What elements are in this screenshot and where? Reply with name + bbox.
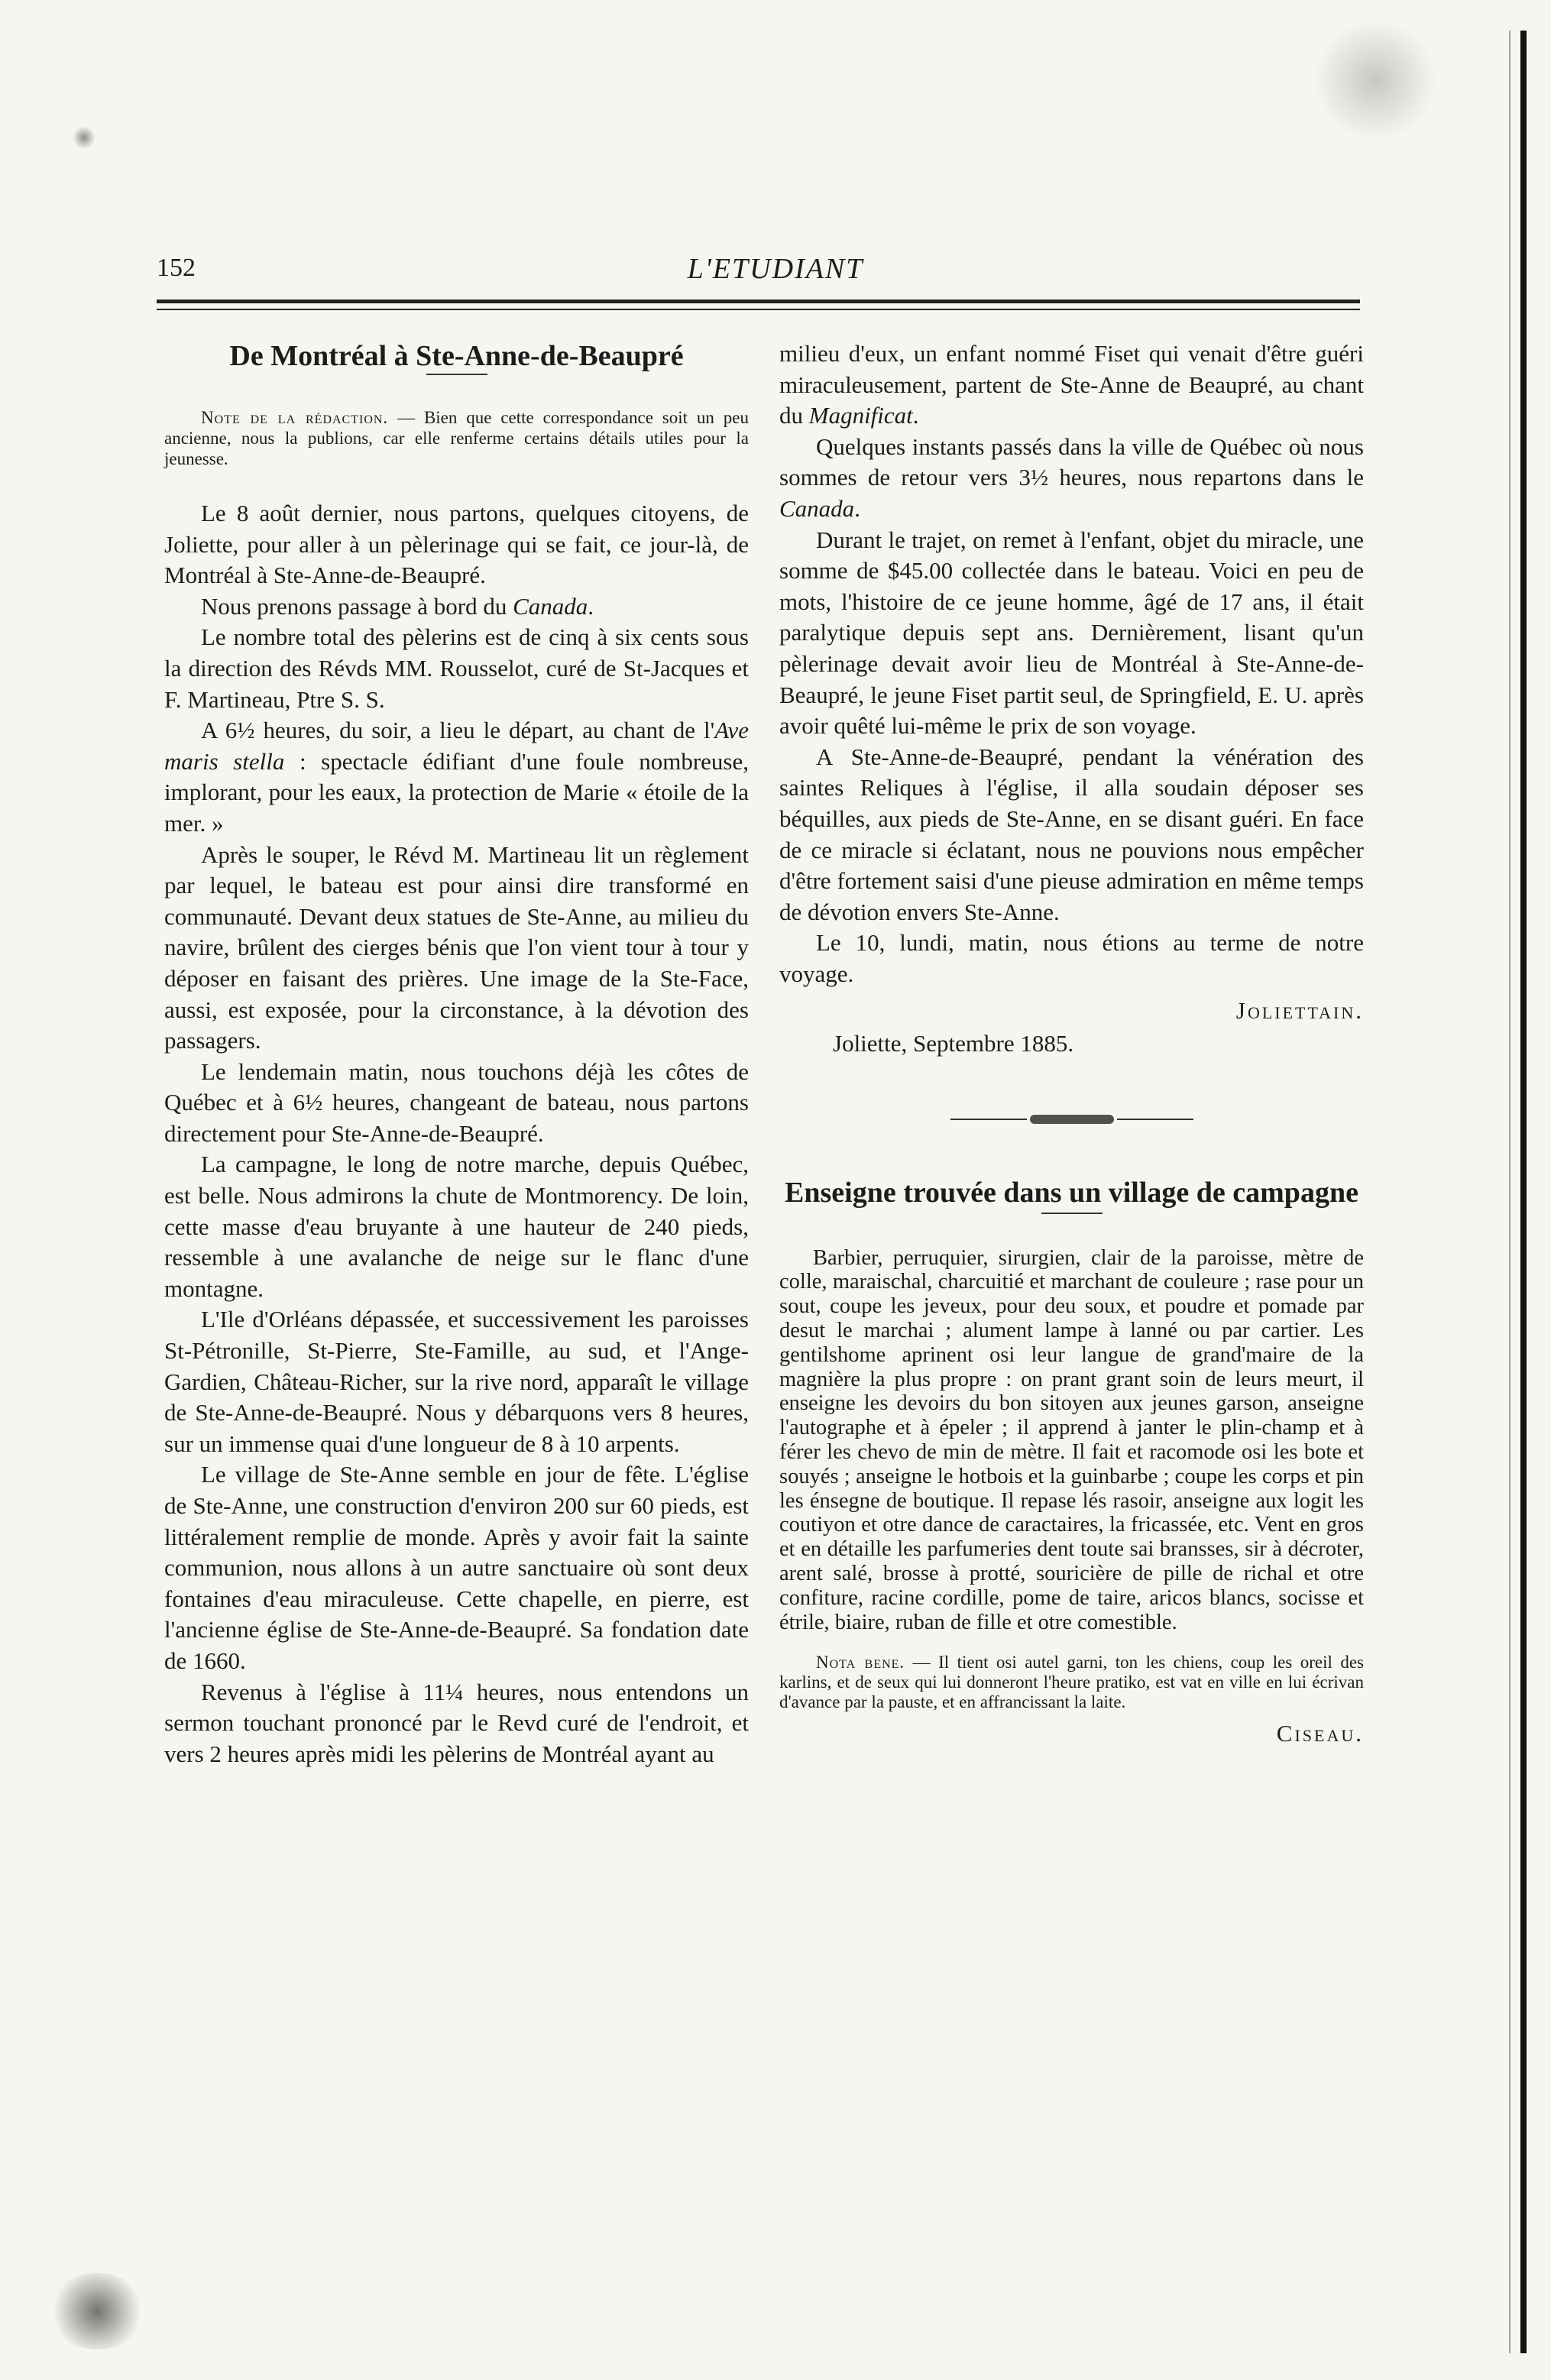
signature: Ciseau. xyxy=(1276,1720,1364,1747)
paragraph: Le nombre total des pèlerins est de cinq à six cents sous la direction des Révds MM. Rousselot, curé de St-Jacques et F. Martineau, Ptre S. S. xyxy=(164,623,749,713)
binding-edge-shadow xyxy=(1509,31,1511,2353)
editor-note xyxy=(164,407,749,469)
note-label: Note de la rédaction. xyxy=(201,408,389,427)
nota-bene xyxy=(779,1653,1364,1712)
paragraph: A Ste-Anne-de-Beaupré, pendant la vénération des saintes Reliques à l'église, il alla soudain déposer ses béquilles, aux pieds de Ste-Anne, en se disant guéri. En face de ce miracle si éclatant, nous ne pouvions nous empêcher d'être fortement saisi d'une pieuse admiration en même temps de dévotion envers Ste-Anne. xyxy=(779,743,1364,925)
ink-smudge xyxy=(73,126,96,149)
paragraph: Barbier, perruquier, sirurgien, clair de la paroisse, mètre de colle, maraischal, charcuitié et marchant de couleure ; rase pour un sout, coupe les jeveux, pour deu soux, et poudre et pomade par desut le marchai ; alument lampe à lanné ou par cartier. Les gentilshome aprinent osi leur langue de grand'maire de la magnière la plus propre : on prant grant soin de leurs meurt, il enseigne les devoirs du bon sitoyen aux jeunes garson, anseigne l'autographe et à épeler ; il apprend à janter le plin-champ et à férer les chevo de min de mètre. Il fait et racomode osi les bote et souyés ; anseigne le hotbois et la guinbarbe ; coupe les corps et pin les énsegne de boutique. Il repase lés rasoir, anseigne aux logit les coutiyon et otre dance de caractaires, la fricassée, etc. Vent en gros et en détaille les parfumeries dent toute sai bransses, sir à décroter, arent salé, brosse à protté, souricière de pille de richal et otre confiture, racine cordille, pome de taire, aricos blancs, socisse et étrile, biaire, ruban de fille et otre comestible. xyxy=(779,1245,1364,1634)
paragraph: Le 8 août dernier, nous partons, quelques citoyens, de Joliette, pour aller à un pèlerinage qui se fait, ce jour-là, de Montréal à Ste-Anne-de-Beaupré. xyxy=(164,500,749,589)
hymn-name: Magnificat xyxy=(808,402,913,429)
ornament-flourish xyxy=(1030,1115,1114,1124)
ink-smudge xyxy=(47,2273,147,2349)
right-column xyxy=(779,338,1364,1750)
paragraph: La campagne, le long de notre marche, depuis Québec, est belle. Nous admirons la chute de Montmorency. De loin, cette masse d'eau bruyante à une hauteur de 240 pieds, ressemble à une avalanche de neige sur le flanc d'une montagne. xyxy=(164,1151,749,1302)
paragraph-continued xyxy=(779,338,1364,432)
text-run: Quelques instants passés dans la ville de Québec où nous sommes de retour vers 3½ heures, nous repartons dans le xyxy=(779,432,1364,491)
title-rule xyxy=(1041,1213,1103,1214)
note-text: — Bien que cette correspondance soit un peu ancienne, nous la publions, car elle renferme certains détails utiles pour la jeunesse. xyxy=(164,408,749,468)
dateline: Joliette, Septembre 1885. xyxy=(833,1030,1074,1057)
ornament-rule xyxy=(950,1119,1027,1120)
paragraph: Revenus à l'église à 11¼ heures, nous entendons un sermon touchant prononcé par le Revd curé de l'endroit, et vers 2 heures après midi les pèlerins de Montréal ayant au xyxy=(164,1678,749,1767)
ship-name: Canada xyxy=(779,494,855,522)
ship-name: Canada xyxy=(513,592,588,620)
left-column xyxy=(164,338,749,1770)
paragraph: Durant le trajet, on remet à l'enfant, objet du miracle, une somme de $45.00 collectée dans le bateau. Voici en peu de mots, l'histoire de ce jeune homme, âgé de 17 ans, il était paralytique depuis sept ans. Dernièrement, lisant qu'un pèlerinage devait avoir lieu de Montréal à Ste-Anne-de-Beaupré, le jeune Fiset partit seul, de Springfield, E. U. après avoir quêté lui-même le prix de son voyage. xyxy=(779,526,1364,740)
article-title: Enseigne trouvée dans un village de campagne xyxy=(785,1176,1358,1209)
ornament-rule xyxy=(1117,1119,1193,1120)
text-run: . xyxy=(854,494,860,522)
text-run: . xyxy=(912,402,919,429)
header-rule xyxy=(157,300,1360,303)
hymn-name: Ave maris stella xyxy=(164,717,749,775)
page-number: 152 xyxy=(157,254,196,282)
text-run: Nous prenons passage à bord du xyxy=(201,592,513,620)
note-label: Nota bene. xyxy=(816,1653,905,1672)
note-text: — Il tient osi autel garni, ton les chiens, coup les oreil des karlins, et de seux qui lui donneront l'heure pratiko, est vat en ville en lui écrivan d'avance par la pauste, et en affrancissant la laite. xyxy=(779,1653,1364,1712)
text-run: milieu d'eux, un enfant nommé Fiset qui venait d'être guéri miraculeusement, partent de Ste-Anne de Beaupré, au chant du xyxy=(779,340,1364,429)
text-run: A 6½ heures, du soir, a lieu le départ, au chant de l' xyxy=(201,717,715,744)
text-run: : spectacle édifiant d'une foule nombreuse, implorant, pour les eaux, la protection de Marie « étoile de la mer. » xyxy=(164,747,750,837)
paragraph xyxy=(164,591,749,623)
binding-edge xyxy=(1520,31,1527,2353)
paragraph: Le village de Ste-Anne semble en jour de fête. L'église de Ste-Anne, une construction d'environ 200 sur 60 pieds, est littéralement remplie de monde. Après y avoir fait la sainte communion, nous allons à un autre sanctuaire où sont deux fontaines d'eau miraculeuse. Cette chapelle, en pierre, est l'ancienne église de Ste-Anne-de-Beaupré. Sa fondation date de 1660. xyxy=(164,1461,749,1674)
title-rule xyxy=(426,374,487,375)
paragraph: Le 10, lundi, matin, nous étions au terme de notre voyage. xyxy=(779,929,1364,987)
ink-smudge xyxy=(1310,23,1440,138)
article-title: De Montréal à Ste-Anne-de-Beaupré xyxy=(229,340,684,372)
paragraph: Le lendemain matin, nous touchons déjà les côtes de Québec et à 6½ heures, changeant de bateau, nous partons directement pour Ste-Anne-de-Beaupré. xyxy=(164,1057,749,1147)
section-ornament xyxy=(779,1096,1364,1142)
paragraph: Après le souper, le Révd M. Martineau lit un règlement par lequel, le bateau est pour ainsi dire transformé en communauté. Devant deux statues de Ste-Anne, au milieu du navire, brûlent des cierges bénis que l'on vient tour à tour y déposer en faisant des prières. Une image de la Ste-Face, aussi, est exposée, pour la circonstance, à la dévotion des passagers. xyxy=(164,840,749,1054)
paragraph: L'Ile d'Orléans dépassée, et successivement les paroisses St-Pétronille, St-Pierre, Ste-Famille, au sud, et l'Ange-Gardien, Château-Richer, sur la rive nord, apparaît le village de Ste-Anne-de-Beaupré. Nous y débarquons vers 8 heures, sur un immense quai d'une longueur de 8 à 10 arpents. xyxy=(164,1306,749,1457)
text-run: . xyxy=(588,592,594,620)
header-rule xyxy=(157,309,1360,310)
paragraph xyxy=(779,432,1364,525)
article-body xyxy=(779,1246,1364,1635)
running-title: L'ETUDIANT xyxy=(687,253,864,285)
paragraph xyxy=(164,715,749,839)
signature: Joliettain. xyxy=(1235,997,1364,1025)
